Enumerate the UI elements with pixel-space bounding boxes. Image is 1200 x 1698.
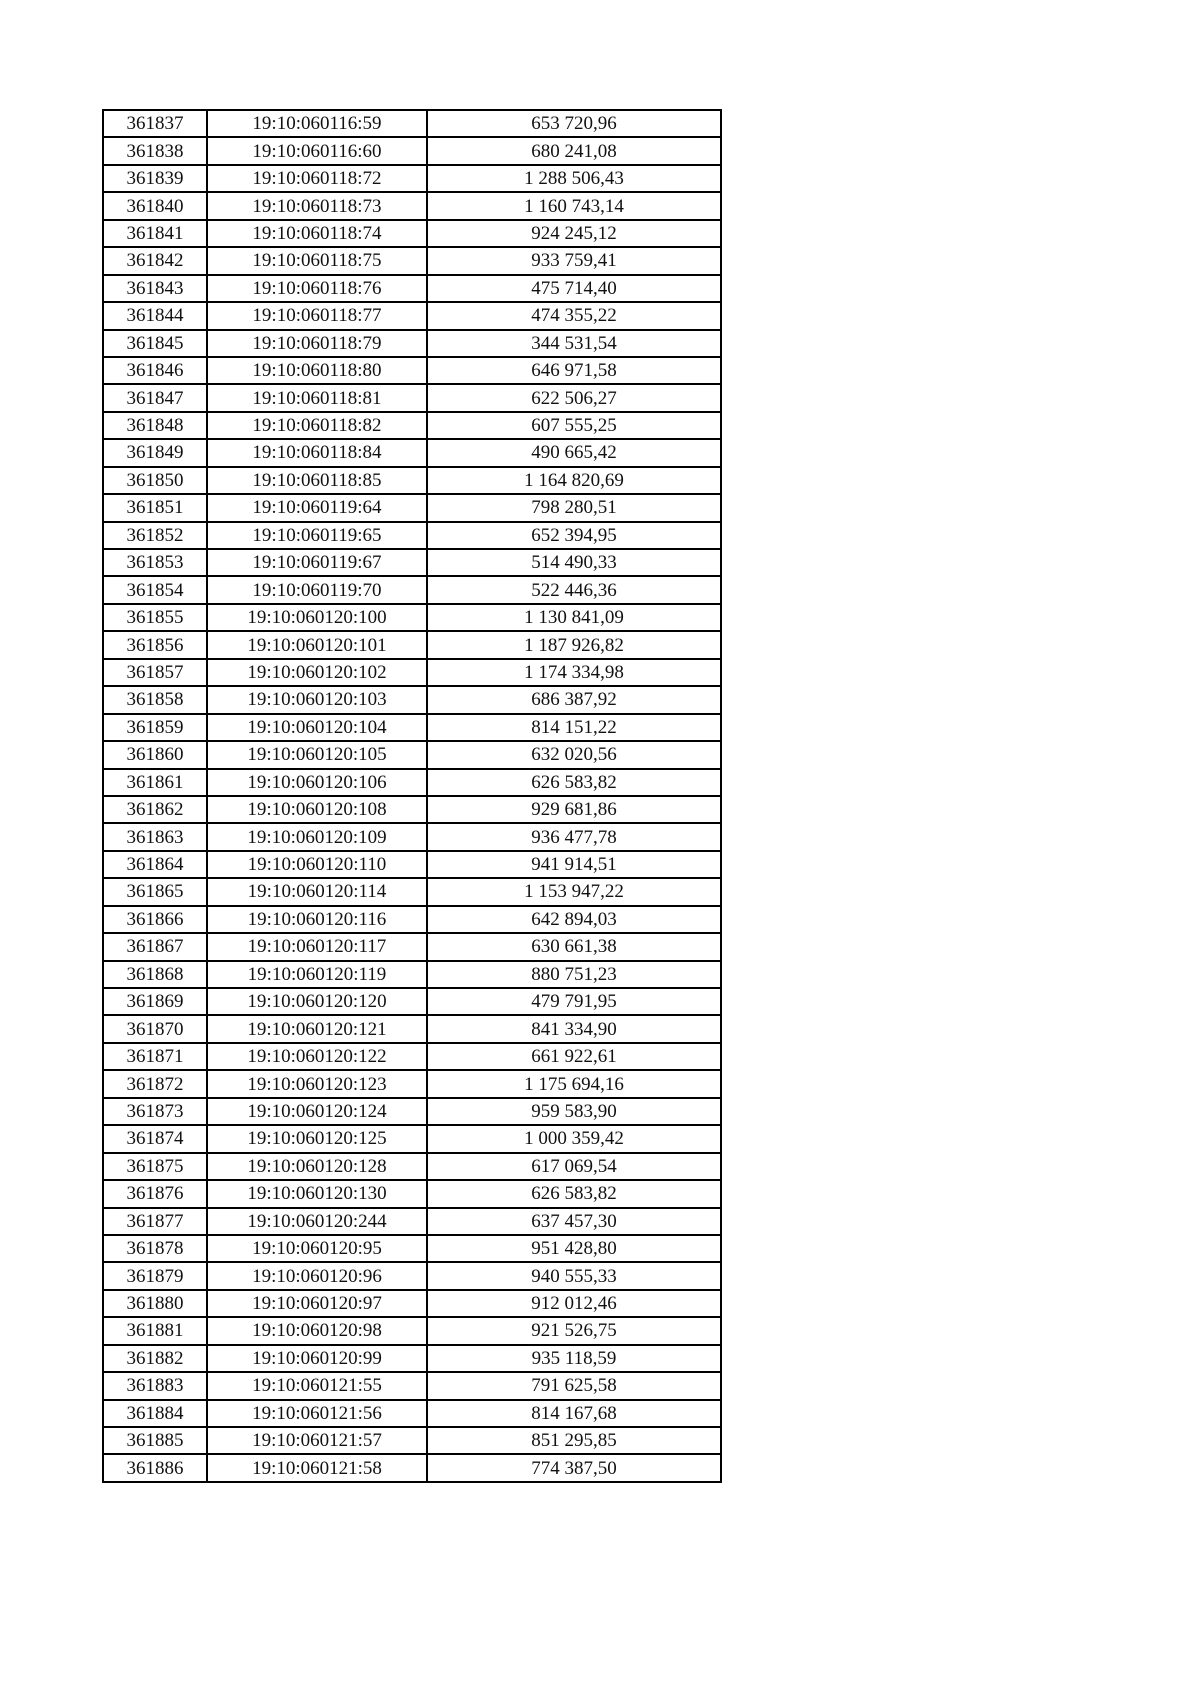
cadastral-number-cell: 19:10:060120:102: [207, 659, 427, 686]
value-cell: 959 583,90: [427, 1098, 721, 1125]
cadastral-number-cell: 19:10:060120:114: [207, 878, 427, 905]
row-number-cell: 361844: [103, 302, 207, 329]
table-row: [103, 384, 721, 411]
row-number-cell: 361851: [103, 494, 207, 521]
cadastral-number-cell: 19:10:060118:85: [207, 467, 427, 494]
table-row: [103, 1317, 721, 1344]
table-row: [103, 549, 721, 576]
table-row: [103, 1372, 721, 1399]
row-number-cell: 361858: [103, 686, 207, 713]
cadastral-value-table: [102, 109, 722, 1483]
row-number-cell: 361837: [103, 110, 207, 137]
row-number-cell: 361874: [103, 1125, 207, 1152]
row-number-cell: 361868: [103, 961, 207, 988]
row-number-cell: 361881: [103, 1317, 207, 1344]
table-row: [103, 1235, 721, 1262]
table-row: [103, 357, 721, 384]
table-row: [103, 247, 721, 274]
table-row: [103, 741, 721, 768]
row-number-cell: 361842: [103, 247, 207, 274]
row-number-cell: 361865: [103, 878, 207, 905]
value-cell: 479 791,95: [427, 988, 721, 1015]
table-row: [103, 522, 721, 549]
table-row: [103, 769, 721, 796]
value-cell: 841 334,90: [427, 1015, 721, 1042]
row-number-cell: 361869: [103, 988, 207, 1015]
table-row: [103, 165, 721, 192]
row-number-cell: 361870: [103, 1015, 207, 1042]
table-row: [103, 1290, 721, 1317]
row-number-cell: 361839: [103, 165, 207, 192]
cadastral-number-cell: 19:10:060119:67: [207, 549, 427, 576]
row-number-cell: 361846: [103, 357, 207, 384]
value-cell: 661 922,61: [427, 1043, 721, 1070]
cadastral-number-cell: 19:10:060121:58: [207, 1454, 427, 1481]
cadastral-number-cell: 19:10:060118:73: [207, 192, 427, 219]
value-cell: 936 477,78: [427, 823, 721, 850]
row-number-cell: 361876: [103, 1180, 207, 1207]
row-number-cell: 361879: [103, 1262, 207, 1289]
cadastral-number-cell: 19:10:060120:97: [207, 1290, 427, 1317]
table-row: [103, 1427, 721, 1454]
row-number-cell: 361861: [103, 769, 207, 796]
cadastral-number-cell: 19:10:060118:76: [207, 275, 427, 302]
table-row: [103, 412, 721, 439]
row-number-cell: 361849: [103, 439, 207, 466]
row-number-cell: 361871: [103, 1043, 207, 1070]
table-row: [103, 961, 721, 988]
value-cell: 929 681,86: [427, 796, 721, 823]
cadastral-number-cell: 19:10:060121:55: [207, 1372, 427, 1399]
cadastral-number-cell: 19:10:060120:109: [207, 823, 427, 850]
cadastral-number-cell: 19:10:060118:81: [207, 384, 427, 411]
table-row: [103, 302, 721, 329]
cadastral-number-cell: 19:10:060120:105: [207, 741, 427, 768]
table-row: [103, 1015, 721, 1042]
value-cell: 935 118,59: [427, 1345, 721, 1372]
cadastral-number-cell: 19:10:060120:99: [207, 1345, 427, 1372]
row-number-cell: 361860: [103, 741, 207, 768]
cadastral-number-cell: 19:10:060120:124: [207, 1098, 427, 1125]
value-cell: 607 555,25: [427, 412, 721, 439]
row-number-cell: 361872: [103, 1070, 207, 1097]
table-row: [103, 878, 721, 905]
row-number-cell: 361878: [103, 1235, 207, 1262]
value-cell: 814 151,22: [427, 714, 721, 741]
row-number-cell: 361852: [103, 522, 207, 549]
row-number-cell: 361854: [103, 576, 207, 603]
cadastral-number-cell: 19:10:060120:101: [207, 631, 427, 658]
row-number-cell: 361840: [103, 192, 207, 219]
row-number-cell: 361886: [103, 1454, 207, 1481]
cadastral-number-cell: 19:10:060120:98: [207, 1317, 427, 1344]
value-cell: 924 245,12: [427, 220, 721, 247]
row-number-cell: 361873: [103, 1098, 207, 1125]
cadastral-number-cell: 19:10:060120:96: [207, 1262, 427, 1289]
table-row: [103, 192, 721, 219]
cadastral-number-cell: 19:10:060119:70: [207, 576, 427, 603]
value-cell: 880 751,23: [427, 961, 721, 988]
value-cell: 774 387,50: [427, 1454, 721, 1481]
row-number-cell: 361867: [103, 933, 207, 960]
value-cell: 933 759,41: [427, 247, 721, 274]
cadastral-number-cell: 19:10:060118:74: [207, 220, 427, 247]
table-row: [103, 137, 721, 164]
table-row: [103, 1043, 721, 1070]
table-row: [103, 330, 721, 357]
table-row: [103, 220, 721, 247]
row-number-cell: 361863: [103, 823, 207, 850]
value-cell: 1 153 947,22: [427, 878, 721, 905]
table-row: [103, 1345, 721, 1372]
value-cell: 814 167,68: [427, 1400, 721, 1427]
table-row: [103, 1208, 721, 1235]
row-number-cell: 361856: [103, 631, 207, 658]
cadastral-number-cell: 19:10:060120:123: [207, 1070, 427, 1097]
value-cell: 798 280,51: [427, 494, 721, 521]
table-body: [103, 110, 721, 1482]
value-cell: 637 457,30: [427, 1208, 721, 1235]
cadastral-number-cell: 19:10:060121:57: [207, 1427, 427, 1454]
value-cell: 475 714,40: [427, 275, 721, 302]
cadastral-number-cell: 19:10:060120:125: [207, 1125, 427, 1152]
value-cell: 630 661,38: [427, 933, 721, 960]
row-number-cell: 361843: [103, 275, 207, 302]
value-cell: 1 130 841,09: [427, 604, 721, 631]
value-cell: 1 175 694,16: [427, 1070, 721, 1097]
value-cell: 626 583,82: [427, 769, 721, 796]
row-number-cell: 361859: [103, 714, 207, 741]
cadastral-number-cell: 19:10:060120:103: [207, 686, 427, 713]
cadastral-number-cell: 19:10:060118:84: [207, 439, 427, 466]
row-number-cell: 361857: [103, 659, 207, 686]
value-cell: 474 355,22: [427, 302, 721, 329]
table-row: [103, 1400, 721, 1427]
table-row: [103, 933, 721, 960]
table-row: [103, 631, 721, 658]
value-cell: 1 187 926,82: [427, 631, 721, 658]
row-number-cell: 361855: [103, 604, 207, 631]
cadastral-number-cell: 19:10:060118:79: [207, 330, 427, 357]
row-number-cell: 361862: [103, 796, 207, 823]
table-row: [103, 851, 721, 878]
row-number-cell: 361848: [103, 412, 207, 439]
cadastral-number-cell: 19:10:060120:116: [207, 906, 427, 933]
cadastral-number-cell: 19:10:060120:119: [207, 961, 427, 988]
cadastral-number-cell: 19:10:060118:77: [207, 302, 427, 329]
value-cell: 1 164 820,69: [427, 467, 721, 494]
table-row: [103, 467, 721, 494]
row-number-cell: 361877: [103, 1208, 207, 1235]
cadastral-number-cell: 19:10:060120:244: [207, 1208, 427, 1235]
value-cell: 642 894,03: [427, 906, 721, 933]
row-number-cell: 361880: [103, 1290, 207, 1317]
cadastral-number-cell: 19:10:060119:64: [207, 494, 427, 521]
table-row: [103, 439, 721, 466]
table-row: [103, 275, 721, 302]
value-cell: 344 531,54: [427, 330, 721, 357]
cadastral-number-cell: 19:10:060120:117: [207, 933, 427, 960]
table-row: [103, 1262, 721, 1289]
table-row: [103, 1125, 721, 1152]
value-cell: 632 020,56: [427, 741, 721, 768]
cadastral-number-cell: 19:10:060116:59: [207, 110, 427, 137]
value-cell: 522 446,36: [427, 576, 721, 603]
row-number-cell: 361866: [103, 906, 207, 933]
table-row: [103, 576, 721, 603]
table-row: [103, 906, 721, 933]
value-cell: 940 555,33: [427, 1262, 721, 1289]
table-row: [103, 988, 721, 1015]
row-number-cell: 361883: [103, 1372, 207, 1399]
row-number-cell: 361838: [103, 137, 207, 164]
value-cell: 653 720,96: [427, 110, 721, 137]
cadastral-number-cell: 19:10:060121:56: [207, 1400, 427, 1427]
value-cell: 617 069,54: [427, 1153, 721, 1180]
value-cell: 791 625,58: [427, 1372, 721, 1399]
row-number-cell: 361847: [103, 384, 207, 411]
value-cell: 912 012,46: [427, 1290, 721, 1317]
value-cell: 921 526,75: [427, 1317, 721, 1344]
table-row: [103, 1070, 721, 1097]
table-row: [103, 796, 721, 823]
row-number-cell: 361845: [103, 330, 207, 357]
value-cell: 851 295,85: [427, 1427, 721, 1454]
value-cell: 686 387,92: [427, 686, 721, 713]
value-cell: 514 490,33: [427, 549, 721, 576]
row-number-cell: 361864: [103, 851, 207, 878]
table-row: [103, 1180, 721, 1207]
value-cell: 1 160 743,14: [427, 192, 721, 219]
cadastral-number-cell: 19:10:060118:80: [207, 357, 427, 384]
row-number-cell: 361850: [103, 467, 207, 494]
table-row: [103, 659, 721, 686]
value-cell: 622 506,27: [427, 384, 721, 411]
row-number-cell: 361853: [103, 549, 207, 576]
table-row: [103, 110, 721, 137]
table-row: [103, 714, 721, 741]
cadastral-number-cell: 19:10:060118:82: [207, 412, 427, 439]
table-row: [103, 823, 721, 850]
cadastral-number-cell: 19:10:060120:130: [207, 1180, 427, 1207]
table-row: [103, 686, 721, 713]
cadastral-number-cell: 19:10:060120:120: [207, 988, 427, 1015]
row-number-cell: 361885: [103, 1427, 207, 1454]
cadastral-number-cell: 19:10:060120:95: [207, 1235, 427, 1262]
cadastral-number-cell: 19:10:060118:75: [207, 247, 427, 274]
table-row: [103, 1153, 721, 1180]
table-row: [103, 1454, 721, 1481]
row-number-cell: 361841: [103, 220, 207, 247]
table-row: [103, 1098, 721, 1125]
cadastral-number-cell: 19:10:060116:60: [207, 137, 427, 164]
value-cell: 951 428,80: [427, 1235, 721, 1262]
value-cell: 652 394,95: [427, 522, 721, 549]
cadastral-number-cell: 19:10:060120:121: [207, 1015, 427, 1042]
value-cell: 626 583,82: [427, 1180, 721, 1207]
value-cell: 1 000 359,42: [427, 1125, 721, 1152]
cadastral-number-cell: 19:10:060119:65: [207, 522, 427, 549]
cadastral-number-cell: 19:10:060120:128: [207, 1153, 427, 1180]
cadastral-number-cell: 19:10:060120:108: [207, 796, 427, 823]
cadastral-number-cell: 19:10:060120:100: [207, 604, 427, 631]
cadastral-number-cell: 19:10:060118:72: [207, 165, 427, 192]
value-cell: 646 971,58: [427, 357, 721, 384]
value-cell: 941 914,51: [427, 851, 721, 878]
cadastral-number-cell: 19:10:060120:104: [207, 714, 427, 741]
value-cell: 490 665,42: [427, 439, 721, 466]
cadastral-number-cell: 19:10:060120:110: [207, 851, 427, 878]
value-cell: 1 174 334,98: [427, 659, 721, 686]
value-cell: 680 241,08: [427, 137, 721, 164]
table-row: [103, 494, 721, 521]
row-number-cell: 361882: [103, 1345, 207, 1372]
cadastral-number-cell: 19:10:060120:122: [207, 1043, 427, 1070]
row-number-cell: 361875: [103, 1153, 207, 1180]
value-cell: 1 288 506,43: [427, 165, 721, 192]
cadastral-number-cell: 19:10:060120:106: [207, 769, 427, 796]
row-number-cell: 361884: [103, 1400, 207, 1427]
table-row: [103, 604, 721, 631]
